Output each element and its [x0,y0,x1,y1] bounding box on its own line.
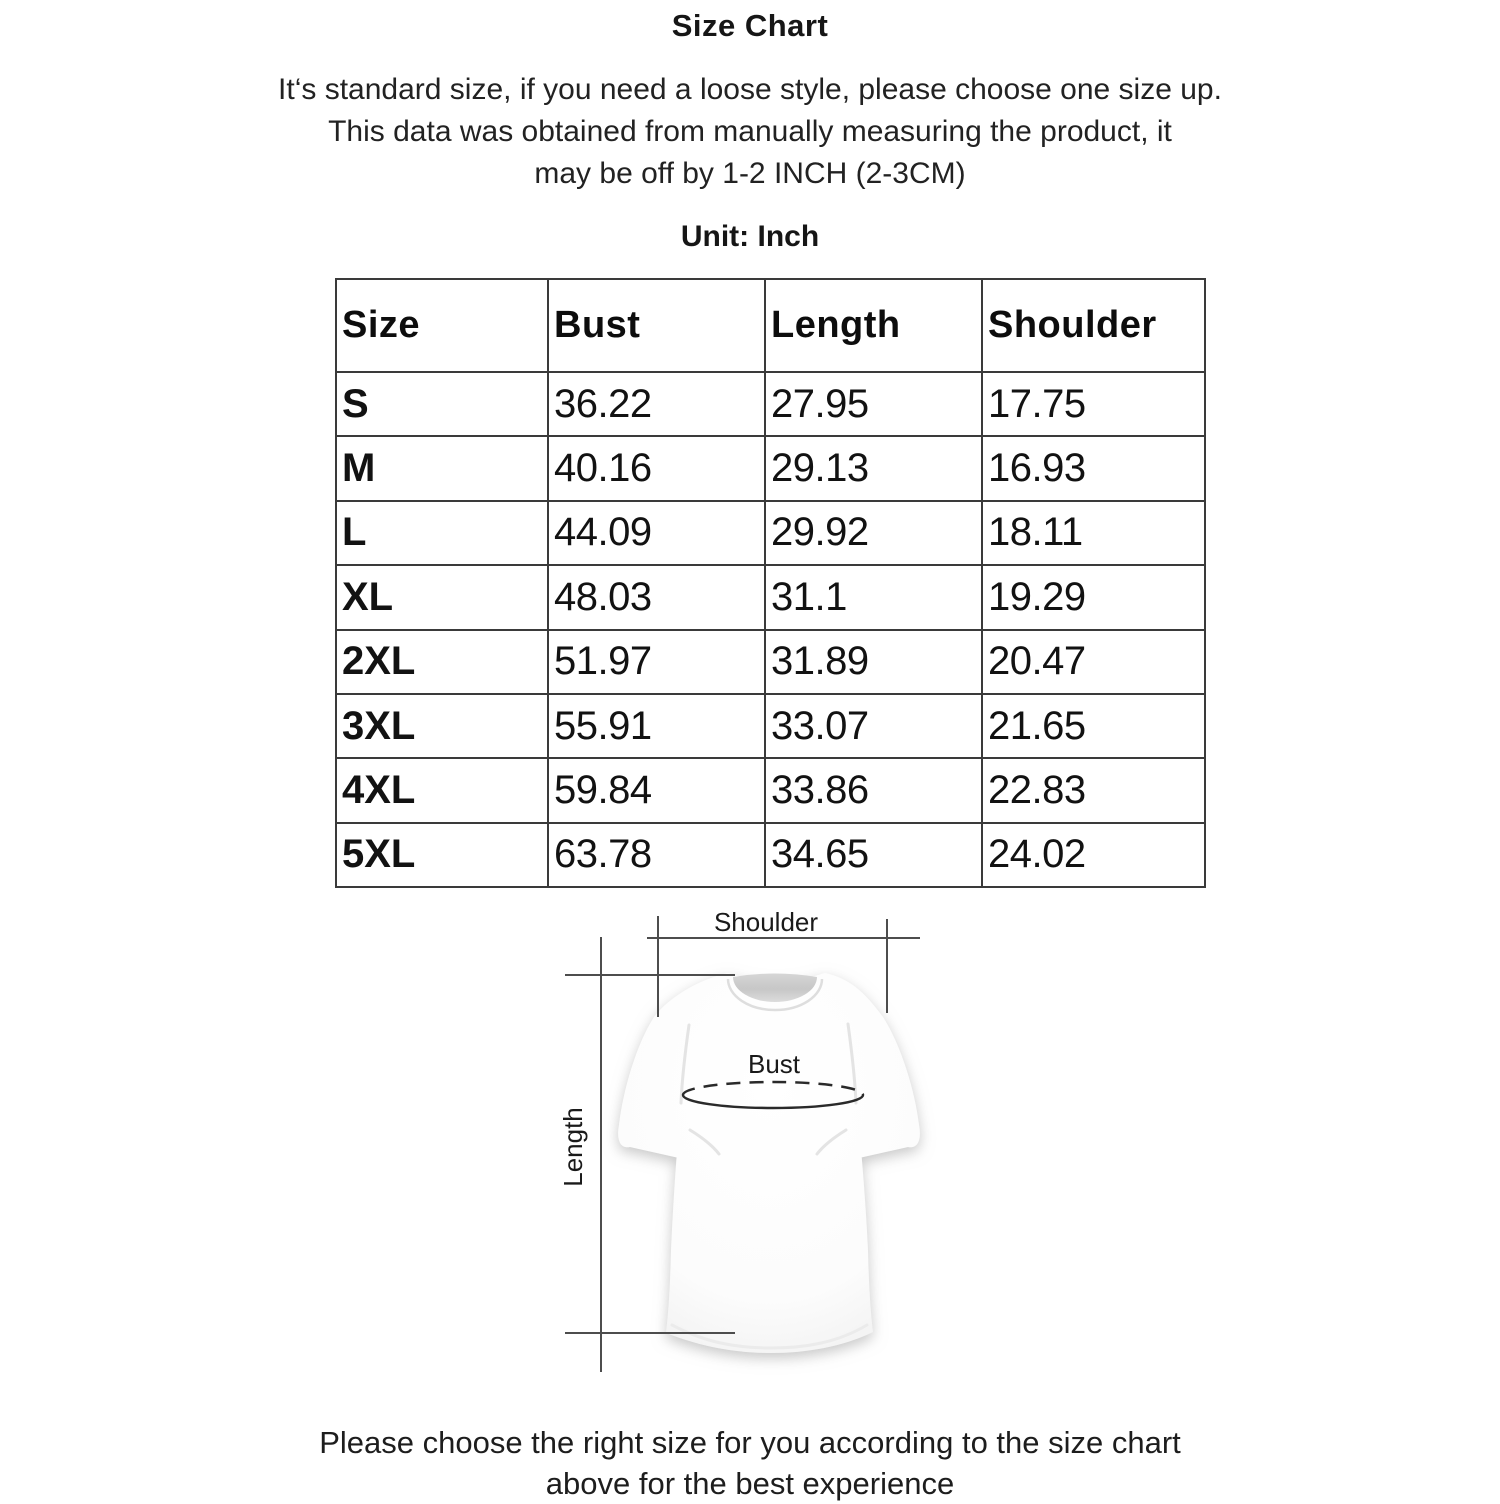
tshirt-illustration [618,973,920,1353]
tshirt-body [618,973,920,1353]
shoulder-cell: 19.29 [982,565,1205,629]
table-row [336,630,1205,694]
footer-note [0,1422,1500,1504]
size-note-line-2: This data was obtained from manually measuring the product, it [328,115,1172,148]
table-row [336,823,1205,887]
tshirt-diagram-svg [540,895,980,1385]
shoulder-cell: 24.02 [982,823,1205,887]
column-header-shoulder: Shoulder [982,279,1205,372]
column-header-size: Size [336,279,548,372]
bust-cell: 59.84 [548,758,765,822]
footer-line-1: Please choose the right size for you according to the size chart [319,1425,1181,1460]
table-row [336,436,1205,500]
length-label: Length [558,1107,588,1187]
table-row [336,372,1205,436]
shoulder-cell: 22.83 [982,758,1205,822]
size-cell: XL [336,565,548,629]
tshirt-measurement-diagram [540,895,980,1385]
bust-cell: 44.09 [548,501,765,565]
shoulder-cell: 18.11 [982,501,1205,565]
table-header-row [336,279,1205,372]
size-cell: S [336,372,548,436]
footer-line-2: above for the best experience [545,1466,955,1501]
column-header-bust: Bust [548,279,765,372]
size-cell: M [336,436,548,500]
size-note-line-1: It‘s standard size, if you need a loose style, please choose one size up. [278,73,1222,106]
table-row [336,694,1205,758]
size-cell: 2XL [336,630,548,694]
length-cell: 31.1 [765,565,982,629]
size-cell: 5XL [336,823,548,887]
size-chart-table-container [335,278,1206,888]
column-header-length: Length [765,279,982,372]
shoulder-cell: 20.47 [982,630,1205,694]
bust-cell: 63.78 [548,823,765,887]
shoulder-cell: 16.93 [982,436,1205,500]
bust-cell: 51.97 [548,630,765,694]
bust-cell: 55.91 [548,694,765,758]
length-cell: 31.89 [765,630,982,694]
shoulder-cell: 17.75 [982,372,1205,436]
table-row [336,501,1205,565]
size-chart-table [335,278,1206,888]
bust-cell: 48.03 [548,565,765,629]
shoulder-cell: 21.65 [982,694,1205,758]
bust-cell: 36.22 [548,372,765,436]
bust-label: Bust [747,1049,801,1079]
length-cell: 27.95 [765,372,982,436]
size-cell: 3XL [336,694,548,758]
size-note-paragraph [0,69,1500,195]
length-cell: 34.65 [765,823,982,887]
size-cell: 4XL [336,758,548,822]
bust-cell: 40.16 [548,436,765,500]
length-cell: 29.13 [765,436,982,500]
page-title: Size Chart [671,8,829,43]
unit-label: Unit: Inch [680,220,820,253]
length-cell: 33.07 [765,694,982,758]
shoulder-label: Shoulder [713,907,819,937]
size-note-line-3: may be off by 1-2 INCH (2-3CM) [534,157,966,190]
table-row [336,758,1205,822]
length-cell: 33.86 [765,758,982,822]
size-cell: L [336,501,548,565]
table-row [336,565,1205,629]
length-cell: 29.92 [765,501,982,565]
